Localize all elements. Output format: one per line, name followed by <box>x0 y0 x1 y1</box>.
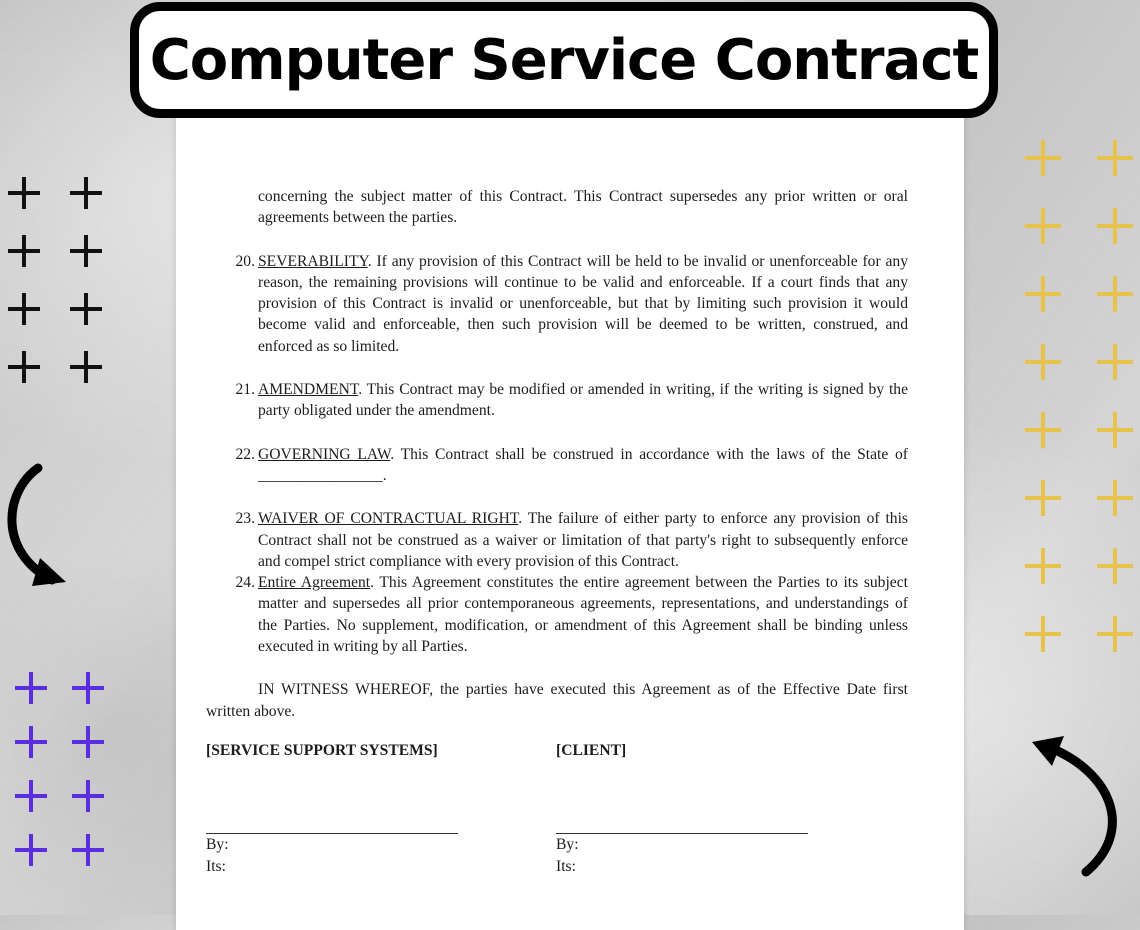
plus-icon <box>1097 208 1133 244</box>
clause-23 <box>206 508 908 572</box>
curved-arrow-icon <box>1024 732 1124 882</box>
plus-icon <box>70 177 102 209</box>
plus-icon <box>1097 344 1133 380</box>
title-banner <box>130 2 998 118</box>
party-left: [SERVICE SUPPORT SYSTEMS] <box>206 741 438 759</box>
plus-icon <box>15 780 47 812</box>
plus-icon <box>15 726 47 758</box>
clause-heading: SEVERABILITY <box>258 252 368 270</box>
plus-icon <box>1025 140 1061 176</box>
plus-icon <box>1025 344 1061 380</box>
plus-icon <box>72 834 104 866</box>
page-title: Computer Service Contract <box>149 27 979 93</box>
plus-icon <box>1097 616 1133 652</box>
clause-20 <box>206 251 908 357</box>
plus-icon <box>1025 480 1061 516</box>
clause-number: 21. <box>235 381 255 399</box>
plus-icon <box>1025 412 1061 448</box>
clause-number: 24. <box>235 574 255 592</box>
clause-body: . This Agreement constitutes the entire agreement between the Parties to its subject matter and supersedes all prior contemporaneous agreements, representations, and understandings of the Parties. No supplement, modification, or amendment of this Agreement shall be binding unless executed in writing by all Parties. <box>258 574 908 656</box>
by-label-right: By: <box>556 836 579 854</box>
plus-icon <box>8 177 40 209</box>
clause-heading: Entire Agreement <box>258 574 371 592</box>
clause-heading: AMENDMENT <box>258 381 359 399</box>
intro-paragraph: concerning the subject matter of this Contract. This Contract supersedes any prior written or oral agreements between the parties. <box>258 188 908 227</box>
clause-body: . This Contract shall be construed in accordance with the laws of the State of ________________. <box>258 445 908 484</box>
plus-icon <box>1025 208 1061 244</box>
plus-icon <box>1097 412 1133 448</box>
plus-icon <box>70 235 102 267</box>
clause-body: . The failure of either party to enforce any provision of this Contract shall not be construed as a waiver or limitation of that party's right to subsequently enforce and compel strict compliance with every provision of this Contract. <box>258 510 909 570</box>
clause-heading: WAIVER OF CONTRACTUAL RIGHT <box>258 510 519 528</box>
its-label-left: Its: <box>206 857 226 875</box>
by-label-left: By: <box>206 836 229 854</box>
contract-text <box>206 186 908 877</box>
plus-icon <box>8 235 40 267</box>
witness-paragraph: IN WITNESS WHEREOF, the parties have executed this Agreement as of the Effective Date first written above. <box>206 681 908 720</box>
clause-24 <box>206 572 908 657</box>
plus-icon <box>70 293 102 325</box>
party-right: [CLIENT] <box>556 741 627 759</box>
plus-icon <box>8 351 40 383</box>
plus-icon <box>8 293 40 325</box>
plus-icon <box>72 672 104 704</box>
plus-icon <box>1097 140 1133 176</box>
plus-icon <box>70 351 102 383</box>
clause-22 <box>206 444 908 487</box>
curved-arrow-icon <box>0 462 80 592</box>
clause-number: 22. <box>235 445 255 463</box>
plus-icon <box>1025 616 1061 652</box>
signature-parties <box>206 740 908 761</box>
clause-21 <box>206 379 908 422</box>
plus-icon <box>1025 276 1061 312</box>
plus-icon <box>1097 548 1133 584</box>
plus-icon <box>15 672 47 704</box>
plus-icon <box>1025 548 1061 584</box>
clause-number: 23. <box>235 510 255 528</box>
clause-body: . This Contract may be modified or amended in writing, if the writing is signed by the party obligated under the amendment. <box>258 381 908 420</box>
plus-icon <box>72 726 104 758</box>
clause-body: . If any provision of this Contract will be held to be invalid or unenforceable for any reason, the remaining provisions will continue to be valid and enforceable. If a court finds that any provision of this Contract is invalid or unenforceable, but that by limiting such provision it would become valid and enforceable, then such provision will be deemed to be written, construed, and enforced as so limited. <box>258 252 908 355</box>
clause-number: 20. <box>235 252 255 270</box>
clause-heading: GOVERNING LAW <box>258 445 391 463</box>
plus-icon <box>1097 480 1133 516</box>
plus-icon <box>1097 276 1133 312</box>
plus-icon <box>72 780 104 812</box>
its-label-right: Its: <box>556 857 576 875</box>
plus-icon <box>15 834 47 866</box>
